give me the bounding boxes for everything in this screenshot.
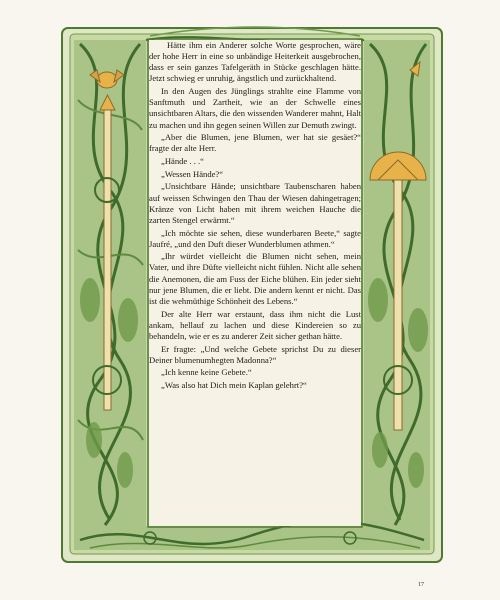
story-text	[149, 40, 361, 526]
paragraph: „Ich kenne keine Gebete.“	[161, 367, 252, 378]
paragraph: „Aber die Blumen, jene Blumen, wer hat sie gesäet?“ fragte der alte Herr.	[149, 132, 361, 154]
paragraph: „Unsichtbare Hände; unsichtbare Taubenscharen haben auf weissen Schwingen den Thau der Wiesen dahingetragen; Kränze von Licht haben mit ihrem weichen Hauche die zarten Stengel erwärmt.“	[149, 181, 361, 225]
right-ornament	[364, 40, 430, 526]
paragraph: „Ihr würdet vielleicht die Blumen nicht sehen, mein Vater, und ihre Düfte vielleicht nicht fühlen. Nicht alle sehen die Anemonen, die am Fuss der Eiche blühen. Ein jeder sieht nur jene Blumen, die er liebt. Die andern kennt er nicht. Das ist die wehmüthige Schönheit des Lebens.“	[149, 251, 361, 306]
paragraph: Hätte ihm ein Anderer solche Worte gesprochen, wäre der hohe Herr in eine so unbändige Heiterkeit ausgebrochen, dass er sein ganzes Tafelgeräth in Stücke geschlagen hätte. Jetzt schwieg er unruhig, ängstlich und zurückhaltend.	[149, 40, 361, 84]
paragraph: Der alte Herr war erstaunt, dass ihm nicht die Lust ankam, hellauf zu lachen und diese Kindereien so zu behandeln, wie er es zu anderer Zeit sicher gethan hätte.	[149, 308, 361, 341]
paragraph: „Wessen Hände?“	[161, 168, 224, 179]
paragraph: In den Augen des Jünglings strahlte eine Flamme von Sanftmuth und Zartheit, wie an der Schwelle eines unsichtbaren Altars, die den wissenden Wanderer mahnt, Halt zu machen und ihn gegen seinen Willen zur Demuth zwingt.	[149, 86, 361, 130]
page-number: 17	[418, 582, 424, 588]
paragraph: Er fragte: „Und welche Gebete sprichst Du zu dieser Deiner blumenumhegten Madonna?“	[149, 343, 361, 365]
paragraph: „Ich möchte sie sehen, diese wunderbaren Beete,“ sagte Jaufré, „und den Duft dieser Wunderblumen athmen.“	[149, 227, 361, 249]
left-ornament	[74, 40, 146, 526]
paragraph: „Was also hat Dich mein Kaplan gelehrt?“	[161, 380, 307, 391]
paragraph: „Hände . . .“	[161, 156, 204, 167]
